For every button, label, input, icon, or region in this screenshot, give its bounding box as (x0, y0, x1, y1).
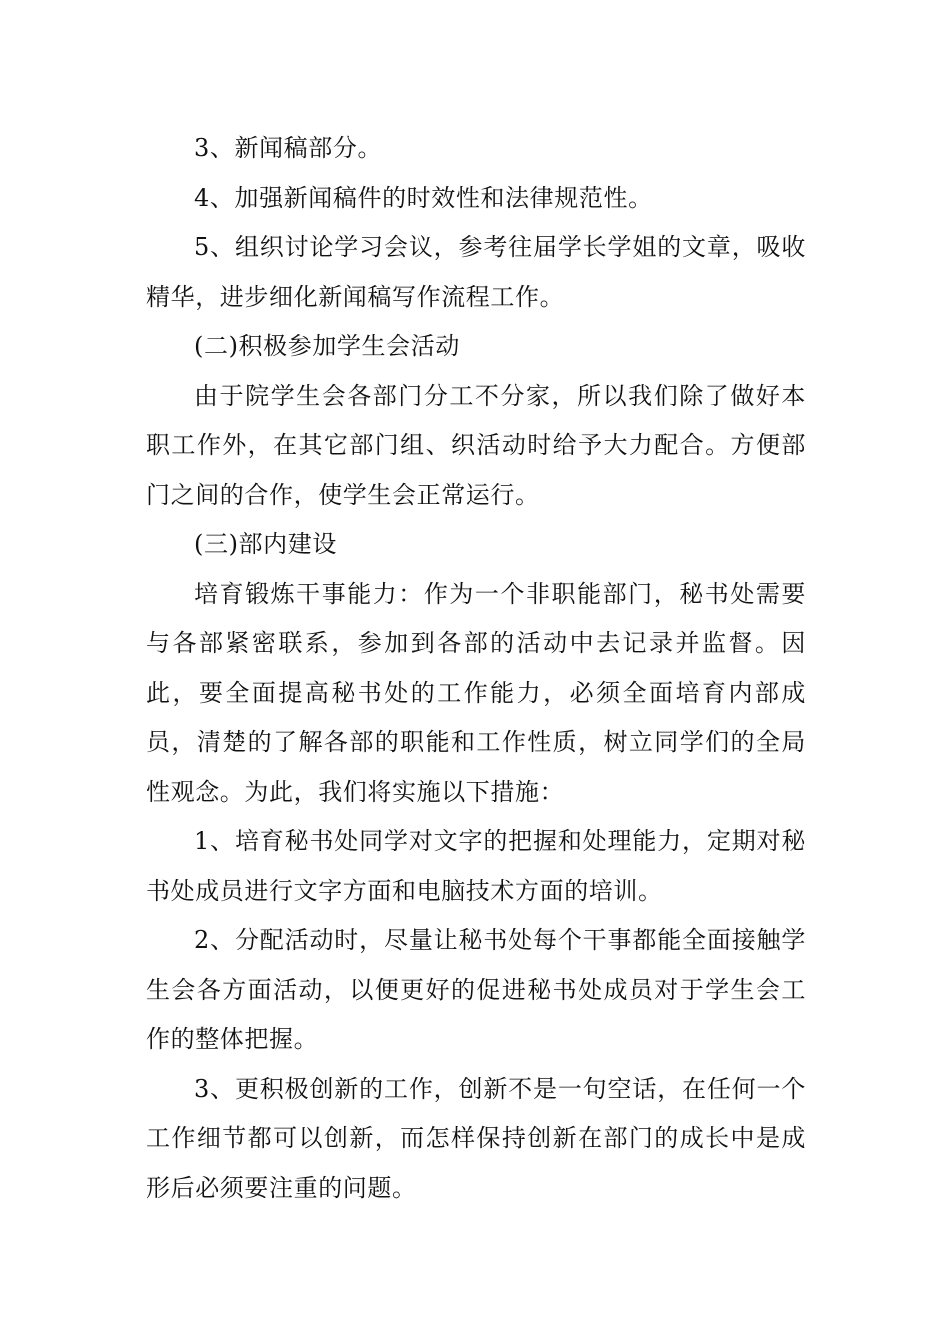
section-heading-internal: (三)部内建设 (194, 530, 337, 558)
document-body (146, 124, 806, 1213)
paragraph-news-draft: 3、新闻稿部分。 (194, 134, 383, 162)
paragraph-measure-2: 2、分配活动时，尽量让秘书处每个干事都能全面接触学生会各方面活动，以便更好的促进秘书处成员对于学生会工作的整体把握。 (146, 926, 806, 1053)
section-heading-activities: (二)积极参加学生会活动 (194, 332, 460, 360)
paragraph-measure-1: 1、培育秘书处同学对文字的把握和处理能力，定期对秘书处成员进行文字方面和电脑技术方面的培训。 (146, 827, 806, 905)
paragraph-training-overview: 培育锻炼干事能力：作为一个非职能部门，秘书处需要与各部紧密联系，参加到各部的活动中去记录并监督。因此，要全面提高秘书处的工作能力，必须全面培育内部成员，清楚的了解各部的职能和工作性质，树立同学们的全局性观念。为此，我们将实施以下措施： (146, 579, 806, 806)
paragraph-study-meeting: 5、组织讨论学习会议，参考往届学长学姐的文章，吸收精华，进步细化新闻稿写作流程工作。 (146, 233, 806, 311)
paragraph-cooperation: 由于院学生会各部门分工不分家，所以我们除了做好本职工作外，在其它部门组、织活动时给予大力配合。方便部门之间的合作，使学生会正常运行。 (146, 381, 806, 509)
paragraph-timeliness: 4、加强新闻稿件的时效性和法律规范性。 (194, 183, 653, 212)
paragraph-measure-3: 3、更积极创新的工作，创新不是一句空话，在任何一个工作细节都可以创新，而怎样保持创新在部门的成长中是成形后必须要注重的问题。 (146, 1074, 806, 1202)
